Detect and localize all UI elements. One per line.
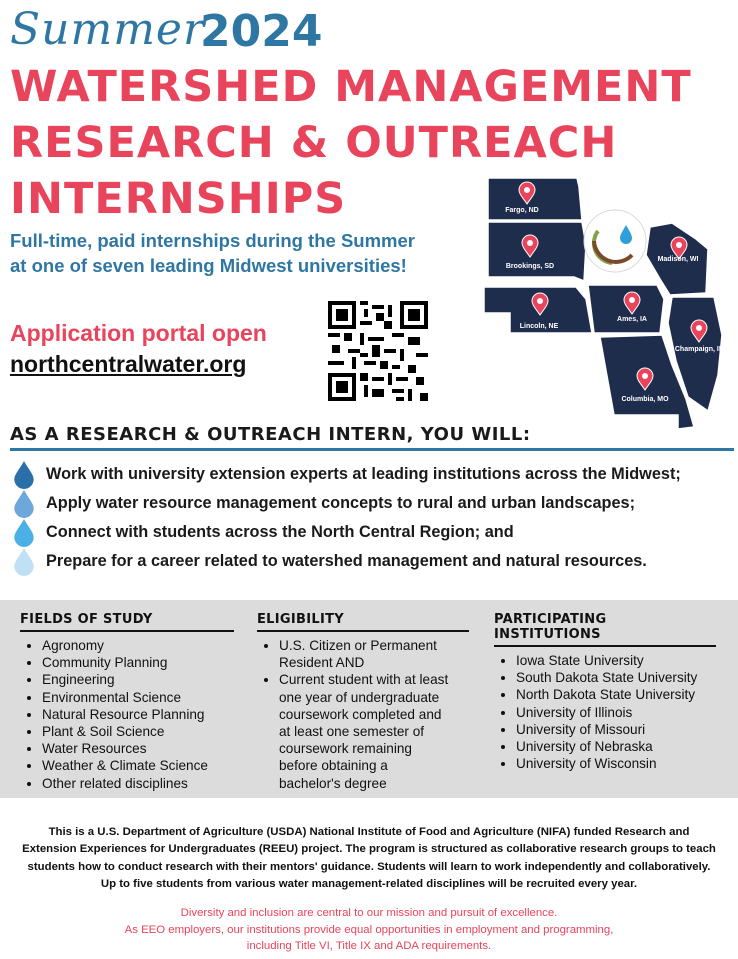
eeo-line-3: including Title VI, Title IX and ADA requirements. [246,940,492,952]
qr-code[interactable] [328,301,428,401]
intern-item [10,547,735,576]
subheading-line-2: at one of seven leading Midwest universities! [10,255,407,276]
field-item: • Environmental Science [42,689,234,706]
intern-item [10,489,735,518]
institution-item: • University of Nebraska [516,738,716,755]
map-city-label: Ames, IA [617,316,647,323]
map-city-label: Brookings, SD [505,263,555,270]
section-divider [10,448,734,451]
eligibility-heading: ELIGIBILITY [257,612,469,632]
headline-line-2: RESEARCH & OUTREACH [10,118,618,168]
fields-heading: FIELDS OF STUDY [20,612,234,632]
portal-label: Application portal open [10,320,267,346]
eligibility [257,612,469,792]
intern-item-text: Apply water resource management concepts to rural and urban landscapes; [46,494,636,512]
map-city-label: Lincoln, NE [519,323,559,330]
program-description: This is a U.S. Department of Agriculture (USDA) National Institute of Food and Agriculture (NIFA) funded Research and Extension Experiences for Undergraduates (REEU) project. The program is structured as collaborative research groups to teach students how to conduct research with their mentors' guidance. Students will learn to work independently and collaboratively. Up to five students from various water management-related disciplines will be recruited every year. [22,826,716,891]
eeo-statement [22,905,716,955]
map-city-label: Fargo, ND [505,207,539,214]
institution-item: • North Dakota State University [516,686,716,703]
field-item: • Community Planning [42,654,234,671]
fields-of-study [20,612,234,792]
title-summer: Summer [10,4,205,55]
field-item: • Natural Resource Planning [42,706,234,723]
state-iowa [588,285,664,333]
subheading-line-1: Full-time, paid internships during the Summer [10,230,415,251]
intern-item-text: Connect with students across the North Central Region; and [46,523,514,541]
map-city-label: Champaign, IL [674,346,724,353]
headline-line-3: INTERNSHIPS [10,174,347,224]
intern-item [10,460,735,489]
eligibility-item: • Current student with at least one year of undergraduate coursework completed and at least one semester of coursework remaining before obtaining a bachelor's degree [279,671,453,791]
water-drop-icon [10,460,38,489]
field-item: • Water Resources [42,740,234,757]
field-item: • Other related disciplines [42,775,234,792]
institution-item: • South Dakota State University [516,669,716,686]
field-item: • Engineering [42,671,234,688]
intern-heading: AS A RESEARCH & OUTREACH INTERN, YOU WILL: [10,424,531,445]
water-drop-icon [10,489,38,518]
institution-item: • Iowa State University [516,652,716,669]
field-item: • Plant & Soil Science [42,723,234,740]
midwest-map [482,175,730,430]
intern-item-text: Prepare for a career related to watershed management and natural resources. [46,552,647,570]
eligibility-item: • U.S. Citizen or Permanent Resident AND [279,637,453,671]
intern-item-text: Work with university extension experts at leading institutions across the Midwest; [46,465,681,483]
eeo-line-1: Diversity and inclusion are central to our mission and pursuit of excellence. [180,907,558,919]
water-drop-icon [10,547,38,576]
participating-institutions [494,612,716,772]
intern-item [10,518,735,547]
map-city-label: Madison, WI [657,256,699,263]
title-year: 2024 [200,6,323,57]
institution-item: • University of Missouri [516,721,716,738]
portal-link[interactable]: northcentralwater.org [10,351,247,377]
intern-list [10,460,735,576]
water-drop-icon [10,518,38,547]
field-item: • Agronomy [42,637,234,654]
institution-item: • University of Wisconsin [516,755,716,772]
map-city-label: Columbia, MO [621,396,669,403]
institutions-heading: PARTICIPATING INSTITUTIONS [494,612,716,647]
subheading [10,228,480,278]
university-logo [584,210,646,272]
institution-item: • University of Illinois [516,704,716,721]
eeo-line-2: As EEO employers, our institutions provide equal opportunities in employment and programming, [124,923,614,936]
state-south-dakota [488,222,586,281]
headline-line-1: WATERSHED MANAGEMENT [10,62,692,112]
field-item: • Weather & Climate Science [42,757,234,774]
